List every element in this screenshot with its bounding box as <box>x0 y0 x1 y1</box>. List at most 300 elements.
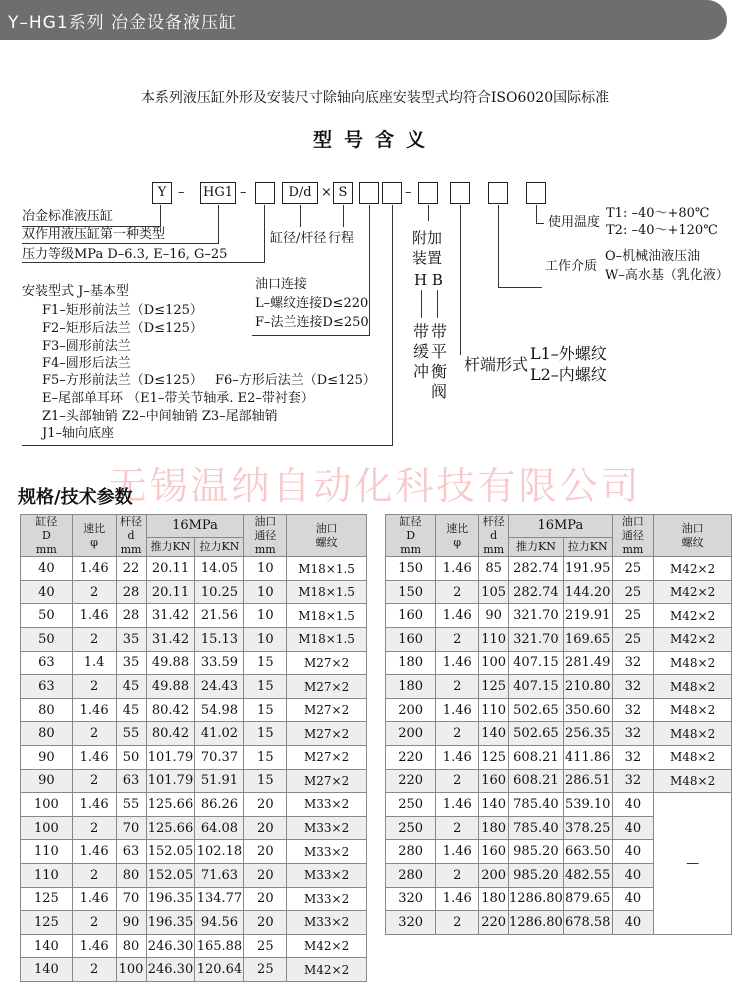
cell-port-dia: 40 <box>612 887 654 911</box>
col-pull: 拉力KN <box>563 538 612 557</box>
col-speed-ratio: 速比 φ <box>72 515 116 557</box>
cell-port-dia: 40 <box>612 840 654 864</box>
cell-speed-ratio: 2 <box>72 722 116 746</box>
label-buffer: 带缓冲 <box>412 322 429 381</box>
cell-bore: 63 <box>21 651 73 675</box>
label-stroke: 行程 <box>328 231 355 246</box>
cell-push: 20.11 <box>146 580 195 604</box>
label-port-l: L–螺纹连接D≤220 <box>255 296 369 311</box>
cell-pull: 102.18 <box>195 840 244 864</box>
cell-port-dia: 40 <box>612 793 654 817</box>
code-box-pressure <box>255 182 275 204</box>
label-rod-end-l2: L2–内螺纹 <box>530 365 607 384</box>
label-mount-f1: F1–矩形前法兰（D≤125） <box>42 303 203 318</box>
cell-speed-ratio: 1.46 <box>72 746 116 770</box>
label-mount-f3: F3–圆形前法兰 <box>42 339 131 354</box>
cell-speed-ratio: 2 <box>72 628 116 652</box>
table-row <box>21 863 367 887</box>
cell-rod: 45 <box>116 675 146 699</box>
cell-pull: 70.37 <box>195 746 244 770</box>
label-medium-w: W–高水基（乳化液） <box>605 268 729 283</box>
cell-push: 608.21 <box>509 746 564 770</box>
cell-port-dia: 20 <box>244 840 287 864</box>
cell-port-dia: 15 <box>244 746 287 770</box>
cell-rod: 125 <box>479 746 509 770</box>
cell-speed-ratio: 1.46 <box>72 934 116 958</box>
cell-port-thread: M18×1.5 <box>287 604 367 628</box>
cell-rod: 28 <box>116 580 146 604</box>
cell-pull: 256.35 <box>563 722 612 746</box>
col-pressure: 16MPa <box>509 515 613 538</box>
cell-speed-ratio: 2 <box>436 628 479 652</box>
header-bar <box>0 0 727 40</box>
cell-push: 985.20 <box>509 840 564 864</box>
cell-push: 1286.80 <box>509 911 564 935</box>
cell-rod: 35 <box>116 628 146 652</box>
cell-port-dia: 10 <box>244 557 287 581</box>
cell-port-dia: 20 <box>244 816 287 840</box>
cell-rod: 90 <box>116 911 146 935</box>
table-row <box>386 557 732 581</box>
cell-bore: 320 <box>386 887 436 911</box>
cell-bore: 200 <box>386 698 436 722</box>
cell-pull: 539.10 <box>563 793 612 817</box>
cell-speed-ratio: 2 <box>72 580 116 604</box>
cell-speed-ratio: 2 <box>72 911 116 935</box>
cell-speed-ratio: 2 <box>436 580 479 604</box>
cell-port-dia: 25 <box>244 958 287 982</box>
cell-bore: 150 <box>386 580 436 604</box>
cell-port-dia: 20 <box>244 793 287 817</box>
cell-bore: 100 <box>21 816 73 840</box>
model-meaning-title: 型号含义 <box>312 129 437 151</box>
cell-port-dia: 40 <box>612 816 654 840</box>
table-row <box>21 934 367 958</box>
cell-rod: 160 <box>479 840 509 864</box>
cell-speed-ratio: 1.46 <box>436 746 479 770</box>
spec-table-right <box>385 514 732 935</box>
cell-push: 282.74 <box>509 557 564 581</box>
cell-bore: 250 <box>386 816 436 840</box>
cell-speed-ratio: 1.46 <box>72 698 116 722</box>
cell-port-dia: 32 <box>612 675 654 699</box>
cell-push: 246.30 <box>146 958 195 982</box>
cell-port-dia: 32 <box>612 769 654 793</box>
cell-port-thread: M27×2 <box>287 769 367 793</box>
cell-rod: 110 <box>479 628 509 652</box>
label-mount-f5: F5–方形前法兰（D≤125） <box>42 373 203 388</box>
cell-port-thread: M27×2 <box>287 698 367 722</box>
cell-speed-ratio: 1.46 <box>436 557 479 581</box>
table-row <box>21 557 367 581</box>
cell-push: 1286.80 <box>509 887 564 911</box>
cell-rod: 125 <box>479 675 509 699</box>
cell-rod: 140 <box>479 793 509 817</box>
col-pressure: 16MPa <box>146 515 244 538</box>
cell-bore: 160 <box>386 604 436 628</box>
cell-pull: 210.80 <box>563 675 612 699</box>
cell-speed-ratio: 1.46 <box>436 840 479 864</box>
cell-pull: 71.63 <box>195 863 244 887</box>
cell-push: 125.66 <box>146 793 195 817</box>
cell-pull: 15.13 <box>195 628 244 652</box>
cell-speed-ratio: 1.46 <box>72 793 116 817</box>
cell-port-dia: 32 <box>612 722 654 746</box>
cell-bore: 63 <box>21 675 73 699</box>
table-row <box>386 628 732 652</box>
label-bore-rod: 缸径/杆径 <box>270 231 327 246</box>
cell-port-thread: M48×2 <box>654 675 732 699</box>
cell-pull: 120.64 <box>195 958 244 982</box>
cell-push: 20.11 <box>146 557 195 581</box>
cell-push: 785.40 <box>509 816 564 840</box>
label-rod-end-l1: L1–外螺纹 <box>530 344 607 363</box>
cell-bore: 90 <box>21 746 73 770</box>
cell-push: 31.42 <box>146 628 195 652</box>
cell-rod: 180 <box>479 887 509 911</box>
table-row <box>386 604 732 628</box>
cell-bore: 80 <box>21 698 73 722</box>
cell-push: 101.79 <box>146 746 195 770</box>
cell-rod: 63 <box>116 769 146 793</box>
cell-bore: 280 <box>386 840 436 864</box>
cell-port-dia: 25 <box>612 604 654 628</box>
cell-pull: 94.56 <box>195 911 244 935</box>
cell-port-thread: M33×2 <box>287 793 367 817</box>
cell-push: 125.66 <box>146 816 195 840</box>
cell-speed-ratio: 2 <box>436 816 479 840</box>
cell-port-thread: M27×2 <box>287 651 367 675</box>
cell-pull: 14.05 <box>195 557 244 581</box>
code-separator: – <box>178 185 185 200</box>
label-double-acting: 双作用液压缸第一种类型 <box>22 227 166 242</box>
col-port-thread: 油口 螺纹 <box>654 515 732 557</box>
table-row <box>386 769 732 793</box>
cell-port-thread-merged: — <box>654 793 732 935</box>
cell-bore: 140 <box>21 958 73 982</box>
col-bore: 缸径 D mm <box>386 515 436 557</box>
cell-pull: 350.60 <box>563 698 612 722</box>
cell-push: 152.05 <box>146 863 195 887</box>
col-bore: 缸径 D mm <box>21 515 73 557</box>
label-mount-e: E–尾部单耳环 （E1–带关节轴承. E2–带衬套） <box>42 391 314 406</box>
cell-bore: 100 <box>21 793 73 817</box>
cell-port-dia: 15 <box>244 769 287 793</box>
table-row <box>21 580 367 604</box>
cell-port-dia: 25 <box>612 557 654 581</box>
cell-push: 502.65 <box>509 722 564 746</box>
cell-speed-ratio: 1.46 <box>72 840 116 864</box>
cell-bore: 280 <box>386 863 436 887</box>
table-row <box>21 722 367 746</box>
cell-speed-ratio: 1.46 <box>436 604 479 628</box>
cell-port-thread: M42×2 <box>654 580 732 604</box>
cell-port-dia: 10 <box>244 628 287 652</box>
table-row <box>21 793 367 817</box>
cell-rod: 55 <box>116 722 146 746</box>
cell-pull: 144.20 <box>563 580 612 604</box>
code-separator: – <box>405 185 412 200</box>
watermark: 无锡温纳自动化科技有限公司 <box>108 464 642 508</box>
cell-bore: 140 <box>21 934 73 958</box>
table-row <box>21 651 367 675</box>
col-port-dia: 油口 通径 mm <box>244 515 287 557</box>
cell-speed-ratio: 1.46 <box>72 557 116 581</box>
code-separator: – <box>240 185 247 200</box>
cell-speed-ratio: 2 <box>436 675 479 699</box>
label-mount-f4: F4–圆形后法兰 <box>42 356 131 371</box>
cell-port-thread: M33×2 <box>287 863 367 887</box>
label-attach-device: 附加装置 <box>412 229 443 267</box>
cell-port-dia: 32 <box>612 746 654 770</box>
cell-pull: 54.98 <box>195 698 244 722</box>
cell-bore: 180 <box>386 675 436 699</box>
cell-pull: 482.55 <box>563 863 612 887</box>
cell-port-dia: 15 <box>244 651 287 675</box>
cell-rod: 180 <box>479 816 509 840</box>
cell-rod: 70 <box>116 887 146 911</box>
cell-pull: 134.77 <box>195 887 244 911</box>
table-row <box>386 675 732 699</box>
table-row <box>21 887 367 911</box>
label-hb: H B <box>414 271 443 289</box>
cell-port-dia: 20 <box>244 911 287 935</box>
cell-bore: 50 <box>21 604 73 628</box>
label-medium-title: 工作介质 <box>545 259 598 274</box>
cell-push: 785.40 <box>509 793 564 817</box>
label-temp-title: 使用温度 <box>548 215 601 230</box>
cell-pull: 219.91 <box>563 604 612 628</box>
cell-rod: 220 <box>479 911 509 935</box>
table-row <box>386 651 732 675</box>
cell-rod: 55 <box>116 793 146 817</box>
table-row <box>386 793 732 817</box>
cell-port-thread: M42×2 <box>654 628 732 652</box>
cell-bore: 80 <box>21 722 73 746</box>
cell-rod: 160 <box>479 769 509 793</box>
cell-rod: 70 <box>116 816 146 840</box>
cell-speed-ratio: 1.46 <box>72 887 116 911</box>
spec-title: 规格/技术参数 <box>18 487 133 508</box>
cell-bore: 250 <box>386 793 436 817</box>
cell-rod: 140 <box>479 722 509 746</box>
cell-bore: 150 <box>386 557 436 581</box>
cell-port-dia: 40 <box>612 863 654 887</box>
table-row <box>21 628 367 652</box>
label-std-cylinder: 冶金标准液压缸 <box>22 209 114 224</box>
cell-rod: 50 <box>116 746 146 770</box>
label-port-f: F–法兰连接D≤250 <box>255 315 369 330</box>
cell-port-thread: M42×2 <box>654 604 732 628</box>
cell-push: 321.70 <box>509 628 564 652</box>
cell-bore: 320 <box>386 911 436 935</box>
code-box-stroke: S <box>333 182 353 204</box>
cell-bore: 110 <box>21 863 73 887</box>
cell-port-thread: M48×2 <box>654 698 732 722</box>
cell-speed-ratio: 1.46 <box>436 651 479 675</box>
cell-push: 246.30 <box>146 934 195 958</box>
cell-port-dia: 25 <box>612 580 654 604</box>
cell-speed-ratio: 1.46 <box>436 887 479 911</box>
cell-pull: 191.95 <box>563 557 612 581</box>
cell-pull: 10.25 <box>195 580 244 604</box>
code-separator: × <box>321 185 332 200</box>
cell-port-dia: 10 <box>244 604 287 628</box>
code-box-hg1: HG1 <box>200 182 236 204</box>
table-row <box>386 698 732 722</box>
cell-rod: 63 <box>116 840 146 864</box>
code-box-mount <box>382 182 402 204</box>
col-port-thread: 油口 螺纹 <box>287 515 367 557</box>
cell-rod: 110 <box>479 698 509 722</box>
label-port-title: 油口连接 <box>255 277 308 292</box>
cell-speed-ratio: 2 <box>436 863 479 887</box>
cell-port-dia: 20 <box>244 863 287 887</box>
cell-bore: 220 <box>386 746 436 770</box>
cell-rod: 80 <box>116 863 146 887</box>
cell-pull: 33.59 <box>195 651 244 675</box>
cell-push: 196.35 <box>146 911 195 935</box>
code-box-rod-end <box>450 182 470 204</box>
cell-bore: 110 <box>21 840 73 864</box>
table-row <box>21 911 367 935</box>
cell-port-dia: 40 <box>612 911 654 935</box>
table-row <box>21 746 367 770</box>
table-row <box>21 769 367 793</box>
cell-speed-ratio: 2 <box>72 675 116 699</box>
cell-port-dia: 15 <box>244 698 287 722</box>
cell-rod: 90 <box>479 604 509 628</box>
cell-bore: 125 <box>21 911 73 935</box>
label-mount-title: 安装型式 J–基本型 <box>22 284 129 299</box>
cell-pull: 411.86 <box>563 746 612 770</box>
table-row <box>21 698 367 722</box>
cell-push: 985.20 <box>509 863 564 887</box>
table-row <box>21 958 367 982</box>
table-row <box>21 604 367 628</box>
label-medium-o: O–机械油液压油 <box>605 249 701 264</box>
cell-push: 152.05 <box>146 840 195 864</box>
col-speed-ratio: 速比 φ <box>436 515 479 557</box>
cell-rod: 35 <box>116 651 146 675</box>
code-box-attach <box>418 182 438 204</box>
cell-port-dia: 15 <box>244 675 287 699</box>
cell-push: 80.42 <box>146 722 195 746</box>
cell-port-thread: M33×2 <box>287 816 367 840</box>
cell-speed-ratio: 2 <box>436 769 479 793</box>
cell-speed-ratio: 1.46 <box>436 698 479 722</box>
cell-port-thread: M18×1.5 <box>287 580 367 604</box>
page-title: Y–HG1系列 冶金设备液压缸 <box>8 13 238 33</box>
cell-rod: 100 <box>479 651 509 675</box>
table-row <box>386 722 732 746</box>
col-port-dia: 油口 通径 mm <box>612 515 654 557</box>
cell-push: 49.88 <box>146 675 195 699</box>
cell-bore: 90 <box>21 769 73 793</box>
cell-bore: 180 <box>386 651 436 675</box>
cell-bore: 160 <box>386 628 436 652</box>
cell-port-thread: M18×1.5 <box>287 628 367 652</box>
cell-bore: 40 <box>21 580 73 604</box>
cell-push: 49.88 <box>146 651 195 675</box>
cell-port-dia: 32 <box>612 651 654 675</box>
cell-port-thread: M42×2 <box>287 934 367 958</box>
cell-push: 608.21 <box>509 769 564 793</box>
intro-text: 本系列液压缸外形及安装尺寸除轴向底座安装型式均符合ISO6020国际标准 <box>140 90 610 106</box>
cell-pull: 51.91 <box>195 769 244 793</box>
cell-port-thread: M33×2 <box>287 840 367 864</box>
cell-port-thread: M18×1.5 <box>287 557 367 581</box>
cell-port-thread: M42×2 <box>287 958 367 982</box>
col-rod: 杆径 d mm <box>479 515 509 557</box>
cell-push: 101.79 <box>146 769 195 793</box>
cell-pull: 281.49 <box>563 651 612 675</box>
cell-pull: 169.65 <box>563 628 612 652</box>
label-mount-f6: F6–方形后法兰（D≤125） <box>215 373 376 388</box>
label-mount-j1: J1–轴向底座 <box>42 426 114 441</box>
code-box-medium <box>488 182 508 204</box>
cell-rod: 200 <box>479 863 509 887</box>
cell-port-thread: M27×2 <box>287 722 367 746</box>
cell-speed-ratio: 2 <box>72 958 116 982</box>
cell-rod: 28 <box>116 604 146 628</box>
cell-pull: 678.58 <box>563 911 612 935</box>
cell-port-dia: 10 <box>244 580 287 604</box>
label-mount-f2: F2–矩形后法兰（D≤125） <box>42 321 203 336</box>
cell-port-dia: 32 <box>612 698 654 722</box>
label-mount-z: Z1–头部轴销 Z2–中间轴销 Z3–尾部轴销 <box>42 409 278 424</box>
cell-port-dia: 15 <box>244 722 287 746</box>
code-box-y: Y <box>152 182 172 204</box>
cell-port-thread: M27×2 <box>287 746 367 770</box>
table-row <box>21 840 367 864</box>
cell-rod: 22 <box>116 557 146 581</box>
cell-rod: 105 <box>479 580 509 604</box>
cell-port-thread: M33×2 <box>287 887 367 911</box>
cell-pull: 378.25 <box>563 816 612 840</box>
cell-bore: 125 <box>21 887 73 911</box>
cell-speed-ratio: 2 <box>436 911 479 935</box>
col-pull: 拉力KN <box>195 538 244 557</box>
col-push: 推力KN <box>146 538 195 557</box>
cell-port-thread: M27×2 <box>287 675 367 699</box>
code-box-port <box>359 182 379 204</box>
cell-port-thread: M42×2 <box>654 557 732 581</box>
cell-port-thread: M48×2 <box>654 746 732 770</box>
cell-rod: 85 <box>479 557 509 581</box>
spec-table-left <box>20 514 367 982</box>
code-box-bore-rod: D/d <box>282 182 318 204</box>
cell-speed-ratio: 1.4 <box>72 651 116 675</box>
label-rod-end-title: 杆端形式 <box>464 355 529 374</box>
table-row <box>21 675 367 699</box>
cell-pull: 24.43 <box>195 675 244 699</box>
cell-port-thread: M48×2 <box>654 769 732 793</box>
cell-speed-ratio: 2 <box>436 722 479 746</box>
cell-port-thread: M33×2 <box>287 911 367 935</box>
cell-pull: 41.02 <box>195 722 244 746</box>
table-row <box>21 816 367 840</box>
cell-bore: 200 <box>386 722 436 746</box>
col-push: 推力KN <box>509 538 564 557</box>
cell-push: 31.42 <box>146 604 195 628</box>
cell-port-dia: 20 <box>244 887 287 911</box>
cell-push: 282.74 <box>509 580 564 604</box>
cell-push: 321.70 <box>509 604 564 628</box>
cell-pull: 165.88 <box>195 934 244 958</box>
cell-push: 80.42 <box>146 698 195 722</box>
cell-rod: 100 <box>116 958 146 982</box>
